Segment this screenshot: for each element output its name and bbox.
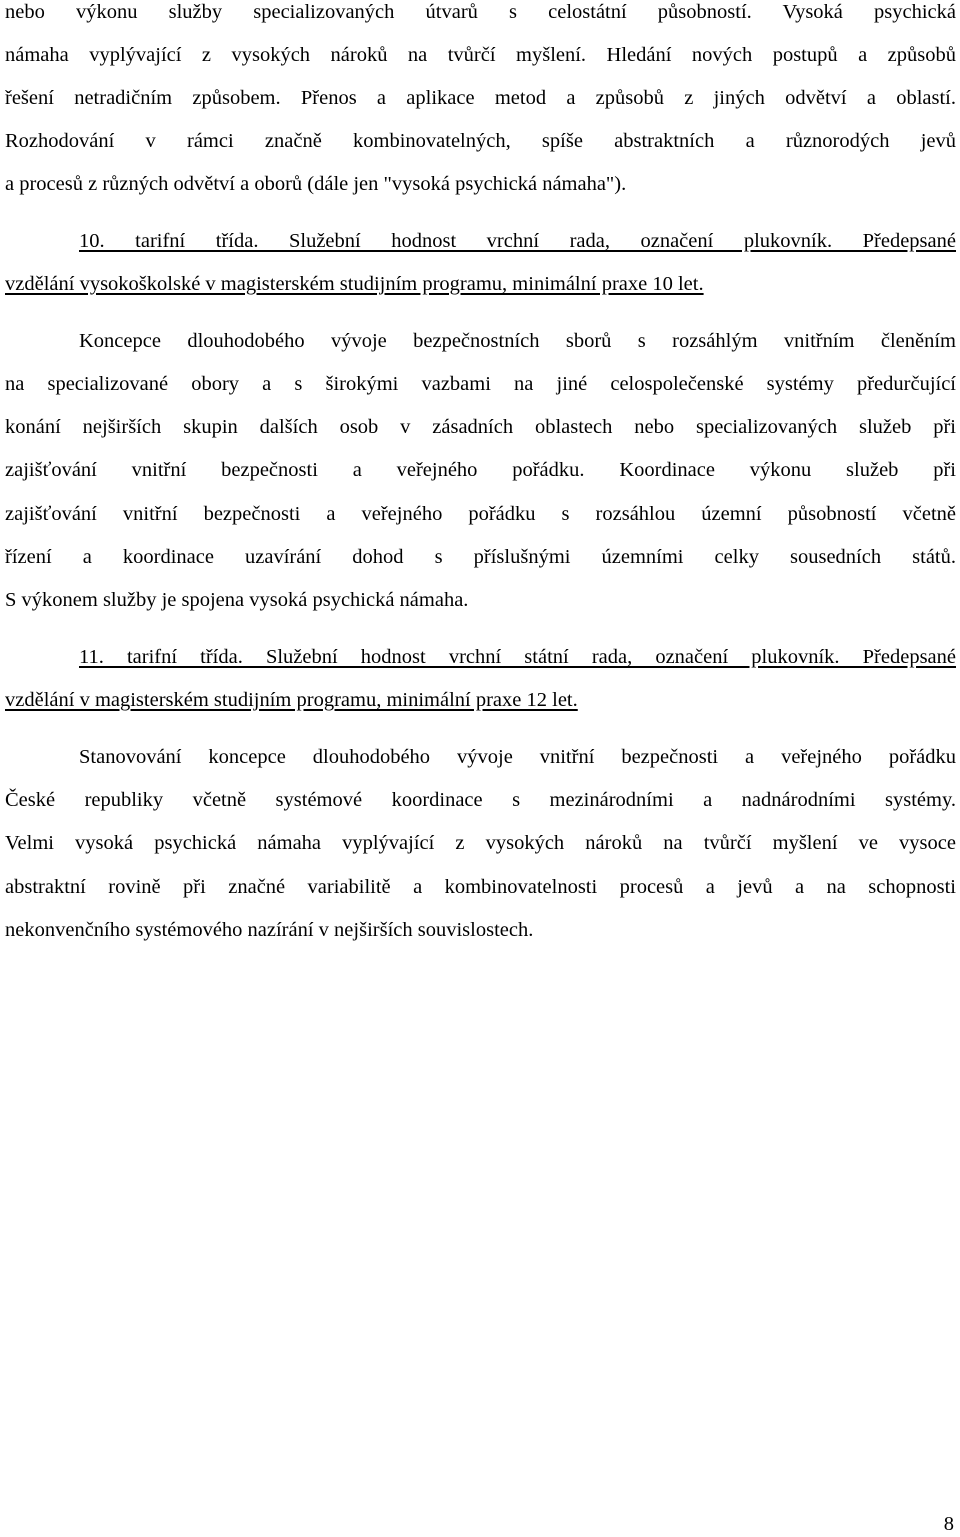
text-line: zajišťování vnitřní bezpečnosti a veřejného pořádku s rozsáhlou územní působností včetně bbox=[5, 503, 956, 525]
tariff-class-11-heading: 11. tarifní třída. Služební hodnost vrchní státní rada, označení plukovník. Předepsané bbox=[79, 646, 956, 668]
text-line: námaha vyplývající z vysokých nároků na tvůrčí myšlení. Hledání nových postupů a způsobů bbox=[5, 44, 956, 66]
text-line: a procesů z různých odvětví a oborů (dále jen "vysoká psychická námaha"). bbox=[5, 173, 627, 195]
tariff-class-11-heading-continued: vzdělání v magisterském studijním programu, minimální praxe 12 let. bbox=[5, 689, 578, 711]
text-line: nebo výkonu služby specializovaných útvarů s celostátní působností. Vysoká psychická bbox=[5, 1, 956, 23]
text-line: Rozhodování v rámci značně kombinovatelných, spíše abstraktních a různorodých jevů bbox=[5, 130, 956, 152]
text-line: Stanovování koncepce dlouhodobého vývoje vnitřní bezpečnosti a veřejného pořádku bbox=[79, 746, 956, 768]
text-line: České republiky včetně systémové koordinace s mezinárodními a nadnárodními systémy. bbox=[5, 789, 956, 811]
text-line: na specializované obory a s širokými vazbami na jiné celospolečenské systémy předurčující bbox=[5, 373, 956, 395]
page-number: 8 bbox=[943, 1513, 954, 1535]
text-line: S výkonem služby je spojena vysoká psychická námaha. bbox=[5, 589, 469, 611]
text-line: řízení a koordinace uzavírání dohod s příslušnými územními celky sousedních států. bbox=[5, 546, 956, 568]
tariff-class-10-heading-continued: vzdělání vysokoškolské v magisterském studijním programu, minimální praxe 10 let. bbox=[5, 273, 704, 295]
text-line: zajišťování vnitřní bezpečnosti a veřejného pořádku. Koordinace výkonu služeb při bbox=[5, 459, 956, 481]
text-line: řešení netradičním způsobem. Přenos a aplikace metod a způsobů z jiných odvětví a oblastí. bbox=[5, 87, 956, 109]
text-line: Velmi vysoká psychická námaha vyplývající z vysokých nároků na tvůrčí myšlení ve vysoce bbox=[5, 832, 956, 854]
text-line: Koncepce dlouhodobého vývoje bezpečnostních sborů s rozsáhlým vnitřním členěním bbox=[79, 330, 956, 352]
text-line: konání nejširších skupin dalších osob v zásadních oblastech nebo specializovaných služeb při bbox=[5, 416, 956, 438]
tariff-class-10-heading: 10. tarifní třída. Služební hodnost vrchní rada, označení plukovník. Předepsané bbox=[79, 230, 956, 252]
text-line: abstraktní rovině při značné variabilitě a kombinovatelnosti procesů a jevů a na schopnosti bbox=[5, 876, 956, 898]
text-line: nekonvenčního systémového nazírání v nejširších souvislostech. bbox=[5, 919, 534, 941]
